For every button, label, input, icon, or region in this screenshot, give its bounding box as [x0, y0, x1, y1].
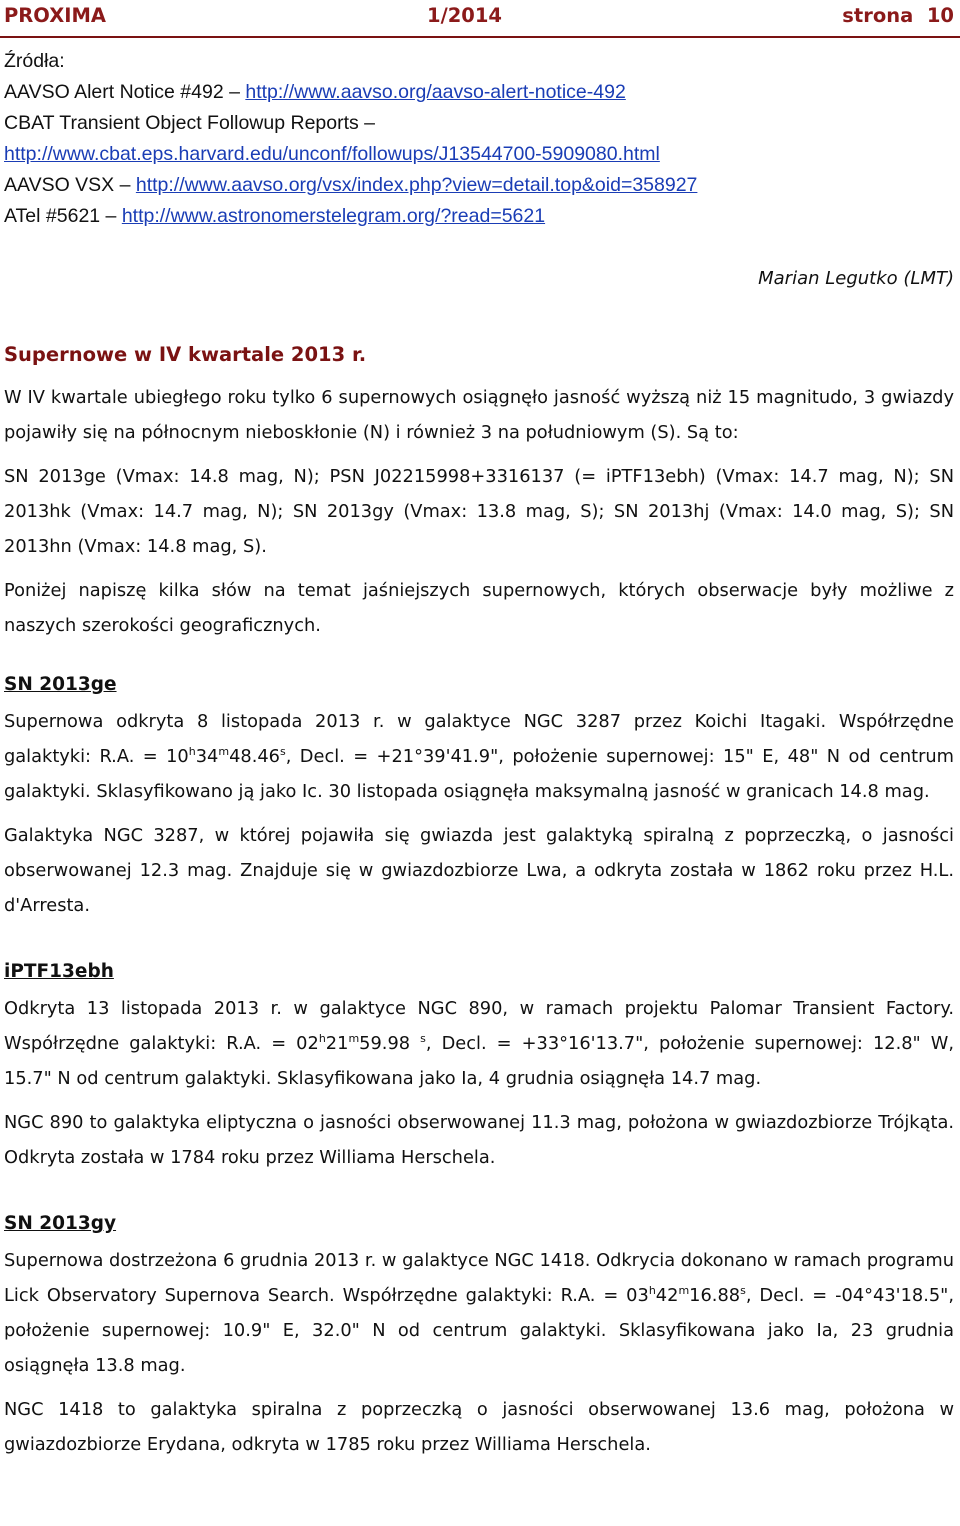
source-text: ATel #5621 –	[4, 205, 122, 227]
source-text: AAVSO VSX –	[4, 174, 136, 196]
article-body	[4, 380, 954, 1471]
source-link-atel[interactable]: http://www.astronomerstelegram.org/?read=5621	[121, 205, 546, 227]
article-title: Supernowe w IV kwartale 2013 r.	[4, 343, 367, 366]
supernova-list-paragraph: SN 2013ge (Vmax: 14.8 mag, N); PSN J02215998+3316137 (= iPTF13ebh) (Vmax: 14.7 mag, N); SN 2013hk (Vmax: 14.7 mag, N); SN 2013gy (Vmax: 13.8 mag, S); SN 2013hj (Vmax: 14.0 mag, S); SN 2013hn (Vmax: 14.8 mag, S).	[4, 466, 954, 557]
overview-paragraph: Poniżej napiszę kilka słów na temat jaśniejszych supernowych, których obserwacje były możliwe z naszych szerokości geograficznych.	[4, 580, 954, 636]
ngc3287-paragraph: Galaktyka NGC 3287, w której pojawiła się gwiazda jest galaktyką spiralną z poprzeczką, o jasności obserwowanej 12.3 mag. Znajduje się w gwiazdozbiorze Lwa, a odkryta została w 1862 roku przez H.L. d'Arresta.	[4, 825, 954, 916]
source-line-cbat-url	[4, 139, 954, 170]
source-link-vsx[interactable]: http://www.aavso.org/vsx/index.php?view=detail.top&oid=358927	[135, 174, 698, 196]
source-line-cbat: CBAT Transient Object Followup Reports –	[4, 112, 376, 134]
iptf13ebh-paragraph: Odkryta 13 listopada 2013 r. w galaktyce NGC 890, w ramach projektu Palomar Transient Factory. Współrzędne galaktyki: R.A. = $02^h21^m59.98$ $^s$, Decl. = +33°16'13.7", położenie supernowej: 12.8" W, 15.7" N od centrum galaktyki. Sklasyfikowana jako Ia, 4 grudnia osiągnęła 14.7 mag.	[4, 998, 955, 1089]
source-line-atel	[4, 201, 954, 232]
ngc1418-paragraph: NGC 1418 to galaktyka spiralna z poprzeczką o jasności obserwowanej 13.6 mag, położona w gwiazdozbiorze Erydana, odkryta w 1785 roku przez Williama Herschela.	[4, 1399, 954, 1455]
magazine-title: PROXIMA	[4, 4, 106, 27]
sources-label: Źródła:	[4, 50, 65, 72]
page-header	[0, 0, 960, 38]
issue-number: 1/2014	[427, 4, 502, 27]
source-link-cbat[interactable]: http://www.cbat.eps.harvard.edu/unconf/followups/J13544700-5909080.html	[4, 143, 660, 165]
author-name: Marian Legutko (LMT)	[758, 268, 954, 289]
sn2013gy-paragraph: Supernowa dostrzeżona 6 grudnia 2013 r. w galaktyce NGC 1418. Odkrycia dokonano w ramach programu Lick Observatory Supernova Search. Współrzędne galaktyki: R.A. = $03^h42^m16.88^s$, Decl. = -04°43'18.5", położenie supernowej: 10.9" E, 32.0" N od centrum galaktyki. Sklasyfikowana jako Ia, 23 grudnia osiągnęła 13.8 mag.	[4, 1250, 954, 1376]
intro-paragraph: W IV kwartale ubiegłego roku tylko 6 supernowych osiągnęło jasność wyższą niż 15 magnitudo, 3 gwiazdy pojawiły się na północnym nieboskłonie (N) i również 3 na południowym (S). Są to:	[4, 387, 954, 443]
ngc890-paragraph: NGC 890 to galaktyka eliptyczna o jasności obserwowanej 11.3 mag, położona w gwiazdozbiorze Trójkąta. Odkryta została w 1784 roku przez Williama Herschela.	[4, 1112, 954, 1168]
source-text: AAVSO Alert Notice #492 –	[4, 81, 246, 103]
section-heading-iptf13ebh: iPTF13ebh	[4, 961, 114, 982]
sources-block	[4, 46, 954, 232]
section-heading-sn2013ge: SN 2013ge	[4, 674, 117, 695]
source-link-aavso-alert[interactable]: http://www.aavso.org/aavso-alert-notice-492	[245, 81, 626, 103]
sn2013ge-paragraph: Supernowa odkryta 8 listopada 2013 r. w galaktyce NGC 3287 przez Koichi Itagaki. Współrzędne galaktyki: R.A. = $10^h34^m48.46^s$, Decl. = +21°39'41.9", położenie supernowej: 15" E, 48" N od centrum galaktyki. Sklasyfikowano ją jako Ic. 30 listopada osiągnęła maksymalną jasność w granicach 14.8 mag.	[4, 711, 954, 802]
page-number: strona 10	[842, 4, 954, 27]
section-heading-sn2013gy: SN 2013gy	[4, 1213, 117, 1234]
source-line-vsx	[4, 170, 954, 201]
source-line-aavso-alert	[4, 77, 954, 108]
